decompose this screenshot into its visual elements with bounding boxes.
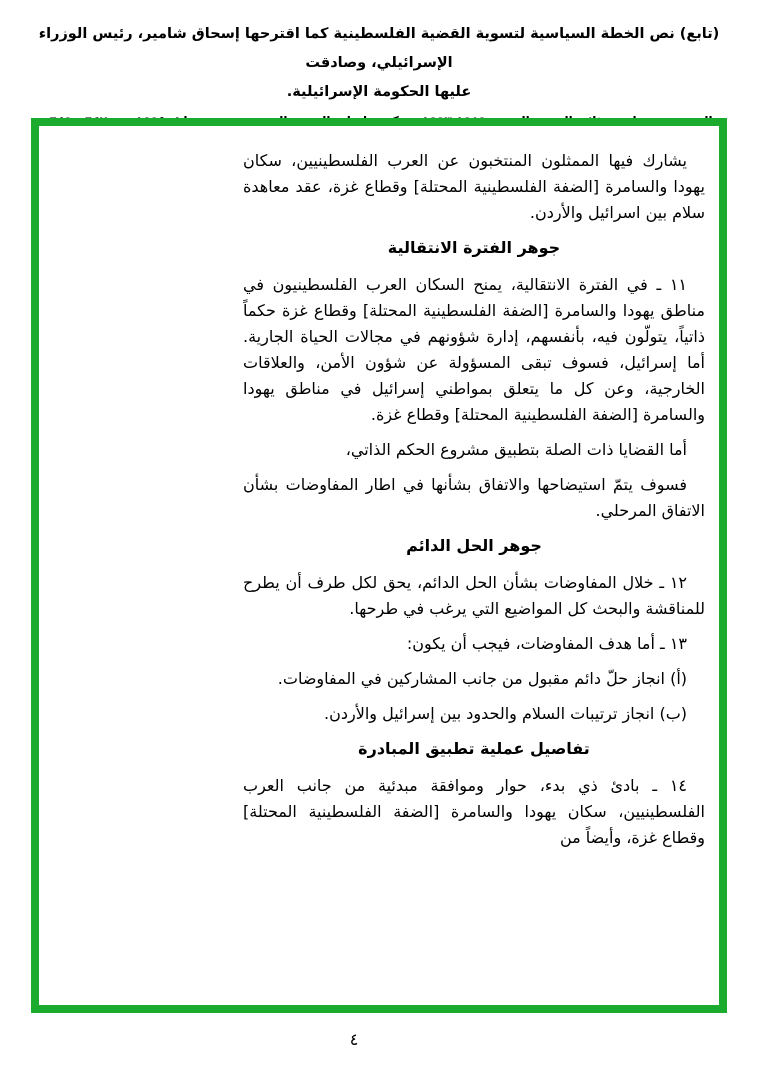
body-paragraph: (أ) انجاز حلّ دائم مقبول من جانب المشاركين في المفاوضات. bbox=[277, 669, 687, 688]
header-title-line-2: عليها الحكومة الإسرائيلية. bbox=[286, 84, 472, 100]
body-paragraph: يشارك فيها الممثلون المنتخبون عن العرب الفلسطينيين، سكان يهودا والسامرة [الضفة الفلسطينية المحتلة] وقطاع غزة، عقد معاهدة سلام بين اسرائيل والأردن. bbox=[243, 151, 705, 222]
page-number: ٤ bbox=[349, 1030, 359, 1049]
body-paragraph: ١٢ ـ خلال المفاوضات بشأن الحل الدائم، يحق لكل طرف أن يطرح للمناقشة والبحث كل المواضيع التي يرغب في طرحها. bbox=[243, 573, 705, 618]
section-heading: جوهر الفترة الانتقالية bbox=[387, 238, 561, 257]
document-header bbox=[0, 20, 758, 133]
body-paragraph: ١٤ ـ بادئ ذي بدء، حوار وموافقة مبدئية من جانب العرب الفلسطينيين، سكان يهودا والسامرة [الضفة الفلسطينية المحتلة] وقطاع غزة، وأيضاً من bbox=[243, 776, 705, 847]
section-heading: جوهر الحل الدائم bbox=[406, 536, 542, 555]
green-framed-document-box bbox=[31, 118, 727, 1013]
body-paragraph: فسوف يتمّ استيضاحها والاتفاق بشأنها في اطار المفاوضات بشأن الاتفاق المرحلي. bbox=[243, 475, 705, 520]
header-title-line-1: (تابع) نص الخطة السياسية لتسوية القضية الفلسطينية كما اقترحها إسحاق شامير، رئيس الوزراء الإسرائيلي، وصادقت bbox=[38, 26, 720, 71]
document-body bbox=[243, 148, 705, 851]
body-paragraph: ١١ ـ في الفترة الانتقالية، يمنح السكان العرب الفلسطينيون في مناطق يهودا والسامرة [الضفة الفلسطينية المحتلة] وقطاع غزة حكماً ذاتياً، يتولّون فيه، بأنفسهم، إدارة شؤونهم في مجالات الحياة الجارية. أما إسرائيل، فسوف تبقى المسؤولة عن شؤون الأمن، والعلاقات الخارجية، وعن كل ما يتعلق بمواطني إسرائيل في مناطق يهودا والسامرة [الضفة الفلسطينية المحتلة] وقطاع غزة. bbox=[243, 275, 705, 424]
body-paragraph: (ب) انجاز ترتيبات السلام والحدود بين إسرائيل والأردن. bbox=[324, 704, 687, 723]
body-paragraph: أما القضايا ذات الصلة بتطبيق مشروع الحكم الذاتي، bbox=[345, 440, 687, 459]
body-paragraph: ١٣ ـ أما هدف المفاوضات، فيجب أن يكون: bbox=[406, 634, 687, 653]
section-heading: تفاصيل عملية تطبيق المبادرة bbox=[358, 739, 590, 758]
